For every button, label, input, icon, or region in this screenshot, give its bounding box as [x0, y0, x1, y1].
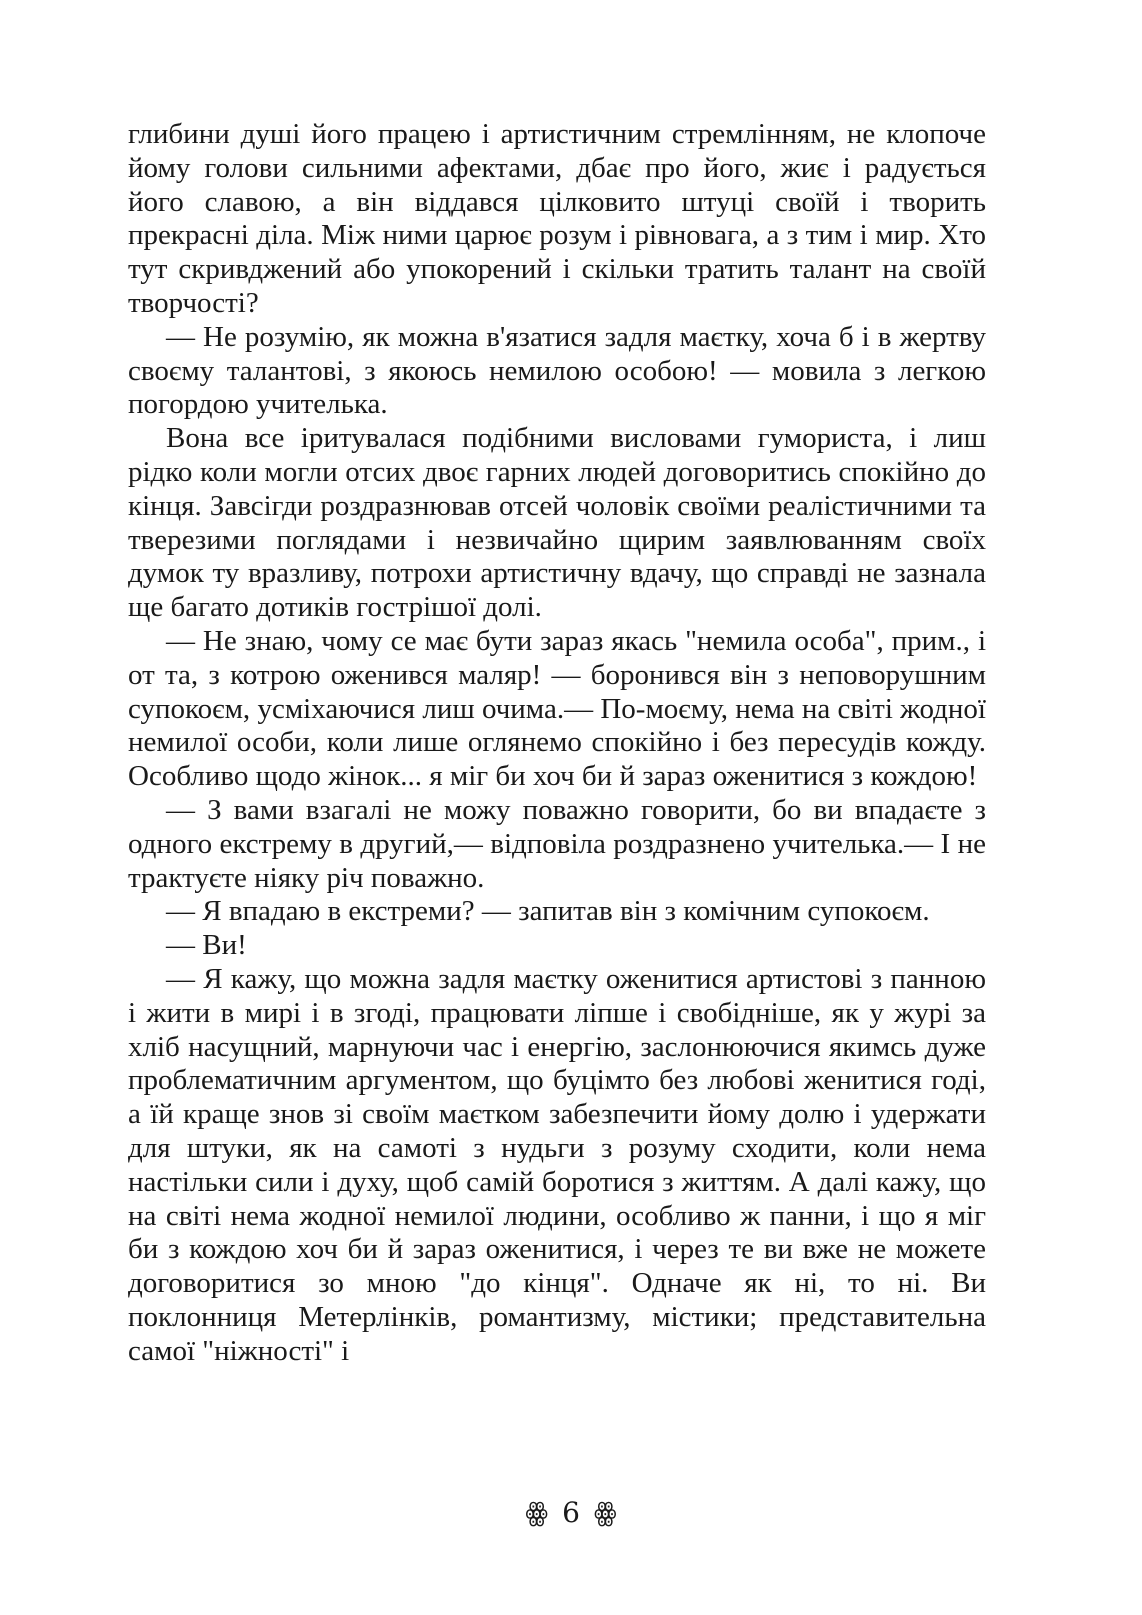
paragraph-5: — З вами взагалі не можу поважно говорити, бо ви впадаєте з одного екстрему в другий,— відповіла роздразнено учителька.— І не трактуєте ніяку річ поважно.: [128, 793, 986, 894]
paragraph-7: — Ви!: [166, 929, 247, 962]
paragraph-2: — Не розумію, як можна в'язатися задля маєтку, хоча б і в жертву своєму талантові, з якоюсь немилою особою! — мовила з легкою погордою учителька.: [128, 320, 986, 421]
paragraph-4: — Не знаю, чому се має бути зараз якась "немила особа", прим., і от та, з котрою оженився маляр! — боронився він з неповорушним супокоєм, усміхаючися лиш очима.— По-моєму, нема на світі жодної немилої особи, коли лише оглянемо спокійно і без пересудів кожду. Особливо щодо жінок... я міг би хоч би й зараз оженитися з кождою!: [128, 624, 986, 793]
page-number: 6: [562, 1496, 580, 1529]
page-body: [128, 118, 986, 1368]
paragraph-1: глибини душі його працею і артистичним стремлінням, не клопоче йому голови сильними афектами, дбає про його, жиє і радується його славою, а він віддався цілковито штуці своїй і творить прекрасні діла. Між ними царює розум і рівновага, а з тим і мир. Хто тут скривджений або упокорений і скільки тратить талант на своїй творчості?: [128, 118, 986, 319]
page-footer: [0, 1496, 1142, 1529]
right-ornament-icon: ꙮ: [593, 1498, 617, 1528]
left-ornament-icon: ꙮ: [525, 1498, 549, 1528]
paragraph-3: Вона все іритувалася подібними висловами гумориста, і лиш рідко коли могли отсих двоє гарних людей договоритись спокійно до кінця. Завсігди роздразнював отсей чоловік своїми реалістичними та тверезими поглядами і незвичайно щирим заявлюванням своїх думок ту вразливу, потрохи артистичну вдачу, що справді не зазнала ще багато дотиків гострішої долі.: [128, 422, 986, 624]
paragraph-8: — Я кажу, що можна задля маєтку оженитися артистові з панною і жити в мирі і в згоді, працювати ліпше і свобідніше, як у журі за хліб насущний, марнуючи час і енергію, заслонюючися якимсь дуже проблематичним аргументом, що буцімто без любові женитися годі, а їй краще знов зі своїм маєтком забезпечити йому долю і удержати для штуки, як на самоті з нудьги з розуму сходити, коли нема настільки сили і духу, щоб самій боротися з життям. А далі кажу, що на світі нема жодної немилої людини, особливо ж панни, і що я міг би з кождою хоч би й зараз оженитися, і через те ви вже не можете договоритися зо мною "до кінця". Одначе як ні, то ні. Ви поклонниця Метерлінків, романтизму, містики; представительна самої "ніжності" і: [128, 962, 986, 1367]
paragraph-6: — Я впадаю в екстреми? — запитав він з комічним супокоєм.: [166, 895, 930, 928]
